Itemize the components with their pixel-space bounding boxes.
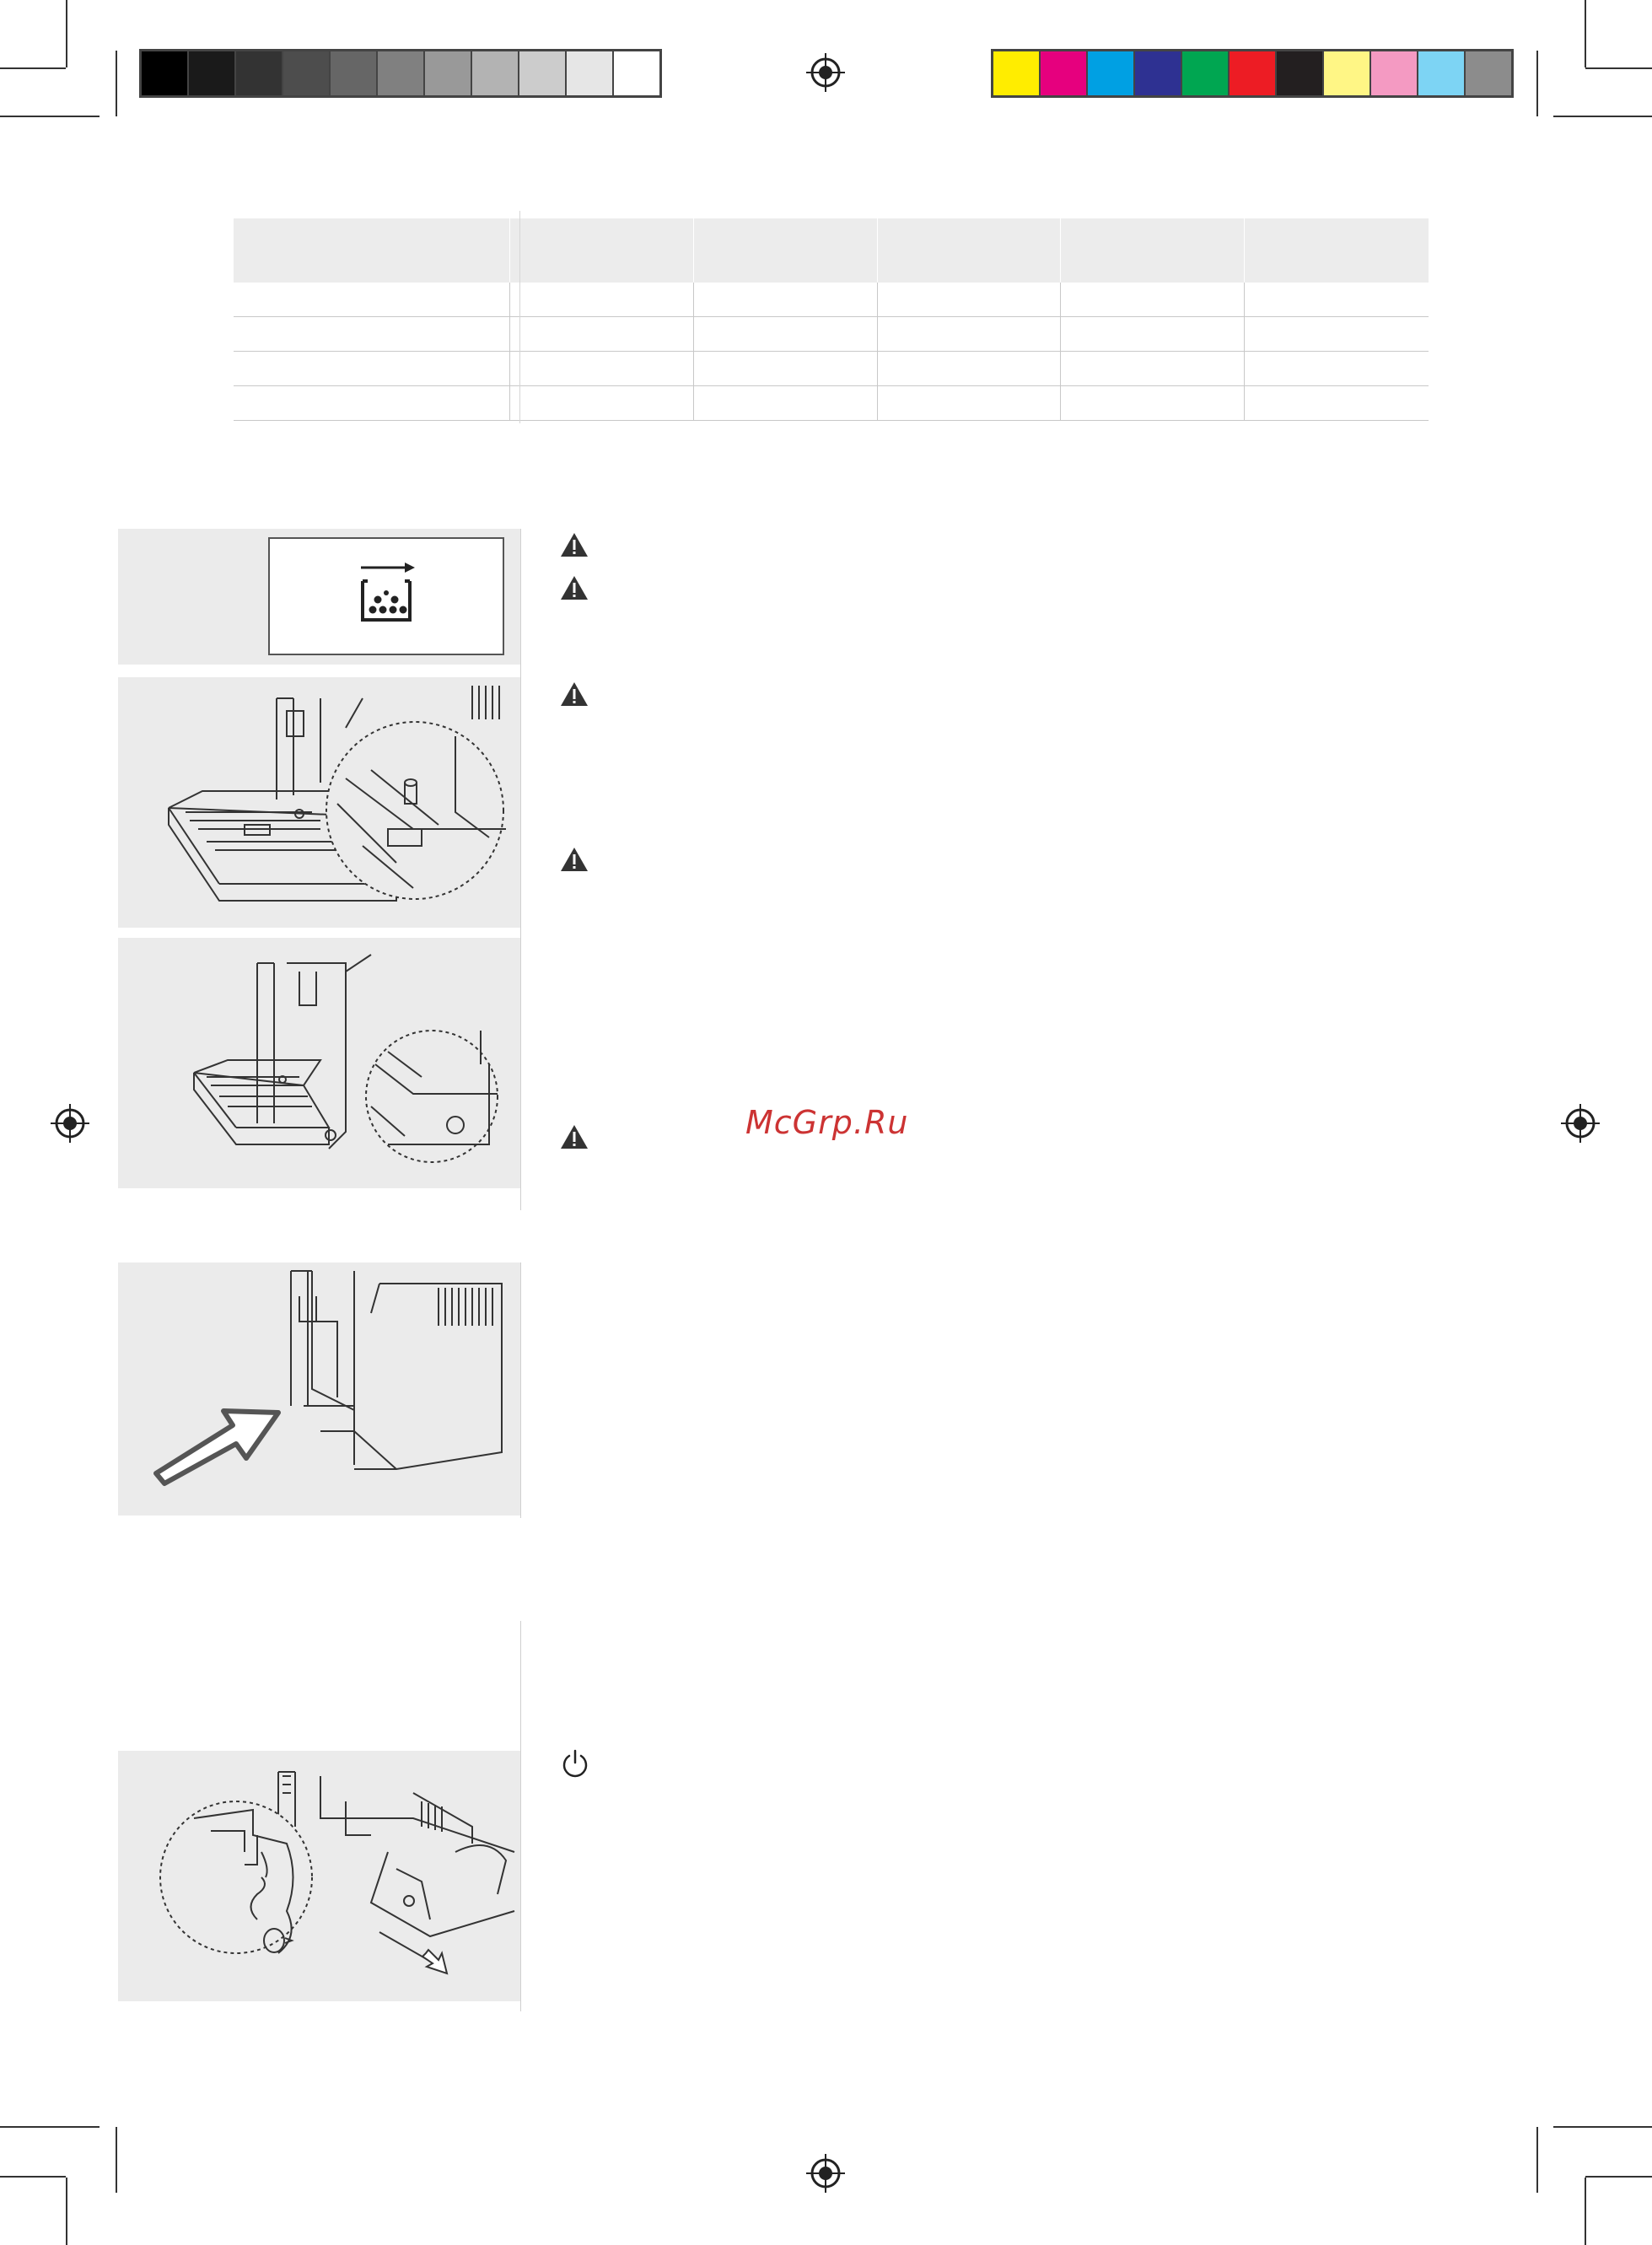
color-swatch [1277, 51, 1324, 95]
table-cell [1061, 283, 1245, 316]
gray-swatch [283, 51, 331, 95]
table-header-cell [694, 218, 878, 283]
table-cell [234, 283, 510, 316]
table-cell [878, 317, 1062, 351]
color-swatch [1041, 51, 1088, 95]
gray-swatch [331, 51, 378, 95]
warning-icon [560, 1124, 589, 1149]
warning-icon [560, 532, 589, 557]
table-row [234, 283, 1429, 317]
color-swatch [1324, 51, 1371, 95]
brew-unit-removal-illustration [118, 1751, 520, 2001]
warning-icon [560, 847, 589, 872]
display-screen [268, 537, 504, 655]
crop-mark [0, 2126, 100, 2128]
display-illustration-panel [118, 529, 520, 665]
warning-icon [560, 681, 589, 707]
table-cell [510, 352, 694, 385]
insert-tray-illustration [118, 1262, 520, 1516]
color-swatch [1230, 51, 1277, 95]
table-cell [234, 352, 510, 385]
registration-mark-icon [51, 1104, 89, 1143]
table-cell [510, 283, 694, 316]
brew-unit-illustration-panel [118, 1751, 520, 2001]
crop-mark [1553, 116, 1652, 117]
table-header-cell [234, 218, 510, 283]
color-swatch [1135, 51, 1182, 95]
table-cell [694, 352, 878, 385]
table-cell [878, 283, 1062, 316]
table-row [234, 352, 1429, 386]
table-cell [234, 317, 510, 351]
power-icon [560, 1748, 590, 1779]
column-separator [520, 1262, 521, 1518]
drip-tray-float-illustration [118, 677, 520, 928]
crop-mark [0, 2176, 66, 2178]
table-divider-tick [519, 211, 520, 423]
color-swatch [993, 51, 1041, 95]
registration-mark-icon [806, 2154, 845, 2193]
table-cell [694, 283, 878, 316]
table-row [234, 317, 1429, 352]
crop-mark [1536, 2127, 1538, 2193]
table-cell [878, 386, 1062, 420]
table-header-cell [1245, 218, 1429, 283]
crop-mark [0, 116, 100, 117]
gray-swatch [519, 51, 567, 95]
warning-icon [560, 575, 589, 600]
crop-mark [116, 51, 117, 116]
color-swatch [1371, 51, 1418, 95]
table-row [234, 386, 1429, 421]
table-cell [1061, 352, 1245, 385]
gray-swatch [378, 51, 425, 95]
color-swatch [1418, 51, 1466, 95]
crop-mark [1585, 0, 1586, 67]
gray-swatch [425, 51, 472, 95]
descale-tray-icon [358, 561, 417, 628]
crop-mark [66, 0, 67, 67]
column-separator [520, 1621, 521, 2011]
gray-swatch [567, 51, 614, 95]
table-cell [1061, 317, 1245, 351]
table-cell [510, 386, 694, 420]
gray-swatch [236, 51, 283, 95]
crop-mark [1553, 2126, 1652, 2128]
table-cell [1245, 352, 1429, 385]
table-cell [878, 352, 1062, 385]
registration-mark-icon [1561, 1104, 1600, 1143]
color-swatch [1466, 51, 1511, 95]
crop-mark [1585, 2176, 1652, 2178]
crop-mark [1585, 2178, 1586, 2245]
table-header-cell [510, 218, 694, 283]
crop-mark [116, 2127, 117, 2193]
process-color-bar [991, 49, 1514, 98]
gray-swatch [472, 51, 519, 95]
table-header [234, 218, 1429, 283]
table-header-cell [1061, 218, 1245, 283]
table-cell [694, 317, 878, 351]
crop-mark [1536, 51, 1538, 116]
color-swatch [1182, 51, 1230, 95]
table-cell [1245, 386, 1429, 420]
registration-mark-icon [806, 53, 845, 92]
tray-removal-illustration-panel [118, 938, 520, 1188]
crop-mark [66, 2178, 67, 2245]
table-cell [694, 386, 878, 420]
tray-removal-illustration [118, 938, 520, 1188]
insert-arrow-illustration-panel [118, 1262, 520, 1516]
table-cell [1245, 317, 1429, 351]
watermark-text: McGrp.Ru [745, 1104, 909, 1141]
table-cell [1245, 283, 1429, 316]
color-swatch [1088, 51, 1135, 95]
data-table [234, 218, 1429, 421]
grayscale-color-bar [139, 49, 662, 98]
gray-swatch [142, 51, 189, 95]
table-cell [1061, 386, 1245, 420]
crop-mark [0, 67, 66, 69]
gray-swatch [614, 51, 659, 95]
table-cell [510, 317, 694, 351]
table-header-cell [878, 218, 1062, 283]
column-separator [520, 529, 521, 1210]
crop-mark [1585, 67, 1652, 69]
gray-swatch [189, 51, 236, 95]
drip-tray-illustration-panel [118, 677, 520, 928]
table-cell [234, 386, 510, 420]
